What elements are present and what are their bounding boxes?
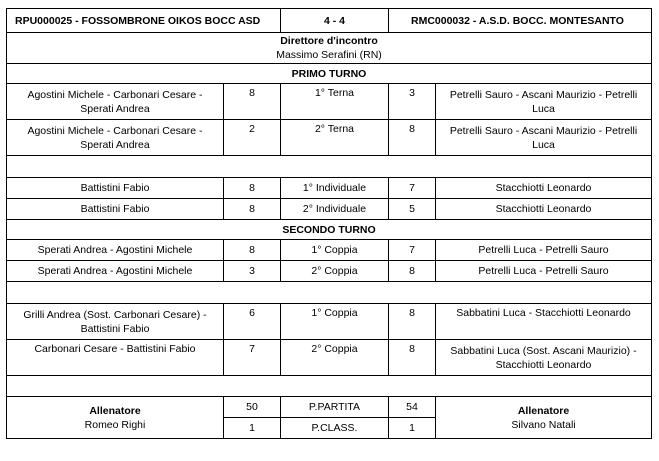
away-players: Petrelli Luca - Petrelli Sauro bbox=[436, 261, 652, 282]
away-players: Sabbatini Luca (Sost. Ascani Maurizio) - Stacchiotti Leonardo bbox=[436, 340, 652, 376]
game-type: 1° Coppia bbox=[281, 304, 389, 340]
away-score: 7 bbox=[389, 178, 436, 199]
section-row bbox=[7, 64, 652, 84]
game-type: 1° Coppia bbox=[281, 240, 389, 261]
away-score: 3 bbox=[389, 84, 436, 120]
home-match-points: 50 bbox=[224, 397, 281, 418]
table-row bbox=[7, 240, 652, 261]
away-class-points: 1 bbox=[389, 418, 436, 439]
home-coach-cell bbox=[7, 397, 224, 439]
home-score: 8 bbox=[224, 178, 281, 199]
home-score: 7 bbox=[224, 340, 281, 376]
away-players: Stacchiotti Leonardo bbox=[436, 178, 652, 199]
table-row bbox=[7, 199, 652, 220]
table-row bbox=[7, 304, 652, 340]
spacer-cell bbox=[7, 156, 652, 178]
game-type: 2° Individuale bbox=[281, 199, 389, 220]
away-players: Petrelli Luca - Petrelli Sauro bbox=[436, 240, 652, 261]
game-type: 1° Individuale bbox=[281, 178, 389, 199]
table-row bbox=[7, 84, 652, 120]
away-players: Stacchiotti Leonardo bbox=[436, 199, 652, 220]
home-players: Sperati Andrea - Agostini Michele bbox=[7, 261, 224, 282]
match-report bbox=[6, 8, 651, 439]
game-type: 2° Coppia bbox=[281, 261, 389, 282]
home-players: Sperati Andrea - Agostini Michele bbox=[7, 240, 224, 261]
away-score: 8 bbox=[389, 304, 436, 340]
spacer-row bbox=[7, 376, 652, 397]
home-coach-name: Romeo Righi bbox=[84, 418, 146, 431]
home-class-points: 1 bbox=[224, 418, 281, 439]
away-score: 8 bbox=[389, 120, 436, 156]
spacer-cell bbox=[7, 282, 652, 304]
section-row bbox=[7, 220, 652, 240]
home-score: 6 bbox=[224, 304, 281, 340]
home-players: Carbonari Cesare - Battistini Fabio bbox=[7, 340, 224, 376]
home-players: Grilli Andrea (Sost. Carbonari Cesare) - Battistini Fabio bbox=[7, 304, 224, 340]
director-row bbox=[7, 33, 652, 64]
home-team-name: RPU000025 - FOSSOMBRONE OIKOS BOCC ASD bbox=[7, 9, 281, 33]
table-row bbox=[7, 340, 652, 376]
director-label: Direttore d'incontro bbox=[280, 35, 378, 47]
spacer-cell bbox=[7, 376, 652, 397]
spacer-row bbox=[7, 156, 652, 178]
game-type: 1° Terna bbox=[281, 84, 389, 120]
table-row bbox=[7, 261, 652, 282]
header-row bbox=[7, 9, 652, 33]
director-name: Massimo Serafini (RN) bbox=[276, 49, 382, 61]
match-report-table bbox=[6, 8, 652, 439]
home-players: Battistini Fabio bbox=[7, 199, 224, 220]
table-row bbox=[7, 120, 652, 156]
away-score: 7 bbox=[389, 240, 436, 261]
away-score: 8 bbox=[389, 340, 436, 376]
home-players: Battistini Fabio bbox=[7, 178, 224, 199]
footer-row bbox=[7, 397, 652, 418]
home-coach-label: Allenatore bbox=[89, 404, 141, 417]
home-score: 8 bbox=[224, 199, 281, 220]
home-score: 2 bbox=[224, 120, 281, 156]
away-players: Petrelli Sauro - Ascani Maurizio - Petrelli Luca bbox=[436, 84, 652, 120]
home-players: Agostini Michele - Carbonari Cesare - Sperati Andrea bbox=[7, 84, 224, 120]
home-score: 3 bbox=[224, 261, 281, 282]
game-type: 2° Coppia bbox=[281, 340, 389, 376]
table-row bbox=[7, 178, 652, 199]
first-turn-title: PRIMO TURNO bbox=[7, 64, 652, 84]
away-coach-name: Silvano Natali bbox=[511, 418, 576, 431]
away-match-points: 54 bbox=[389, 397, 436, 418]
away-score: 8 bbox=[389, 261, 436, 282]
home-players: Agostini Michele - Carbonari Cesare - Sperati Andrea bbox=[7, 120, 224, 156]
match-points-label: P.PARTITA bbox=[281, 397, 389, 418]
class-points-label: P.CLASS. bbox=[281, 418, 389, 439]
away-coach-label: Allenatore bbox=[517, 404, 570, 417]
away-players: Petrelli Sauro - Ascani Maurizio - Petrelli Luca bbox=[436, 120, 652, 156]
away-team-name: RMC000032 - A.S.D. BOCC. MONTESANTO bbox=[389, 9, 652, 33]
director-cell bbox=[7, 33, 652, 64]
match-score: 4 - 4 bbox=[281, 9, 389, 33]
spacer-row bbox=[7, 282, 652, 304]
game-type: 2° Terna bbox=[281, 120, 389, 156]
home-score: 8 bbox=[224, 84, 281, 120]
away-score: 5 bbox=[389, 199, 436, 220]
away-players: Sabbatini Luca - Stacchiotti Leonardo bbox=[436, 304, 652, 340]
away-coach-cell bbox=[436, 397, 652, 439]
home-score: 8 bbox=[224, 240, 281, 261]
second-turn-title: SECONDO TURNO bbox=[7, 220, 652, 240]
